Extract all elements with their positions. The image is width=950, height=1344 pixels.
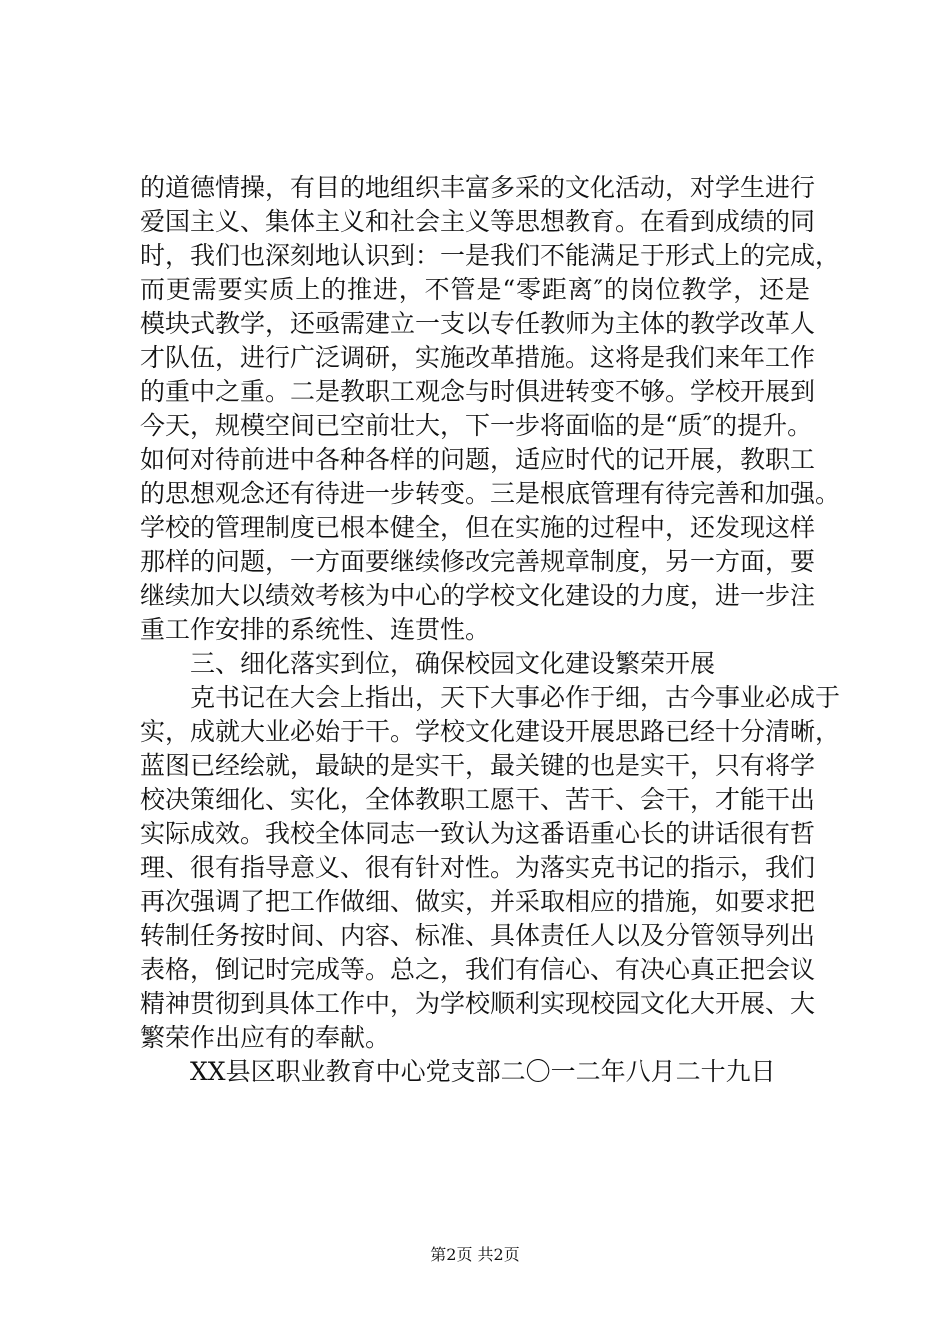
- text-line: 如何对待前进中各种各样的问题，适应时代的记开展，教职工: [140, 445, 816, 474]
- text-line: 时，我们也深刻地认识到：一是我们不能满足于形式上的完成，: [140, 241, 841, 270]
- text-line: 爱国主义、集体主义和社会主义等思想教育。在看到成绩的同: [140, 207, 816, 236]
- document-body: [140, 171, 841, 1089]
- text-line: 蓝图已经绘就，最缺的是实干，最关键的也是实干，只有将学: [140, 751, 816, 780]
- text-line: 校决策细化、实化，全体教职工愿干、苦干、会干，才能干出: [140, 785, 816, 814]
- text-line: 今天，规模空间已空前壮大，下一步将面临的是“质″的提升。: [140, 411, 813, 440]
- text-line: 学校的管理制度已根本健全，但在实施的过程中，还发现这样: [140, 513, 816, 542]
- text-line: 实，成就大业必始于干。学校文化建设开展思路已经十分清晰，: [140, 717, 841, 746]
- text-line: 的重中之重。二是教职工观念与时俱进转变不够。学校开展到: [140, 377, 816, 406]
- text-line: 理、很有指导意义、很有针对性。为落实克书记的指示，我们: [140, 853, 816, 882]
- text-line: 继续加大以绩效考核为中心的学校文化建设的力度，进一步注: [140, 581, 816, 610]
- text-line: 那样的问题，一方面要继续修改完善规章制度，另一方面，要: [140, 547, 816, 576]
- page-footer: 第2页 共2页: [430, 1245, 520, 1264]
- text-line: 精神贯彻到具体工作中，为学校顺利实现校园文化大开展、大: [140, 989, 816, 1018]
- text-line: 重工作安排的系统性、连贯性。: [140, 615, 491, 644]
- text-line: XX县区职业教育中心党支部二〇一二年八月二十九日: [190, 1057, 776, 1086]
- text-line: 克书记在大会上指出，天下大事必作于细，古今事业必成于: [190, 683, 841, 712]
- text-line: 模块式教学，还亟需建立一支以专任教师为主体的教学改革人: [140, 309, 816, 338]
- text-line: 三、细化落实到位，确保校园文化建设繁荣开展: [190, 649, 716, 678]
- text-line: 才队伍，进行广泛调研，实施改革措施。这将是我们来年工作: [140, 343, 816, 372]
- text-line: 的道德情操，有目的地组织丰富多采的文化活动，对学生进行: [140, 173, 816, 202]
- text-line: 繁荣作出应有的奉献。: [140, 1023, 391, 1052]
- text-line: 的思想观念还有待进一步转变。三是根底管理有待完善和加强。: [140, 479, 841, 508]
- text-line: 实际成效。我校全体同志一致认为这番语重心长的讲话很有哲: [140, 819, 816, 848]
- text-line: 表格，倒记时完成等。总之，我们有信心、有决心真正把会议: [140, 955, 816, 984]
- text-line: 再次强调了把工作做细、做实，并采取相应的措施，如要求把: [140, 887, 816, 916]
- text-line: 转制任务按时间、内容、标准、具体责任人以及分管领导列出: [140, 921, 816, 950]
- text-line: 而更需要实质上的推进，不管是“零距离″的岗位教学，还是: [140, 275, 810, 304]
